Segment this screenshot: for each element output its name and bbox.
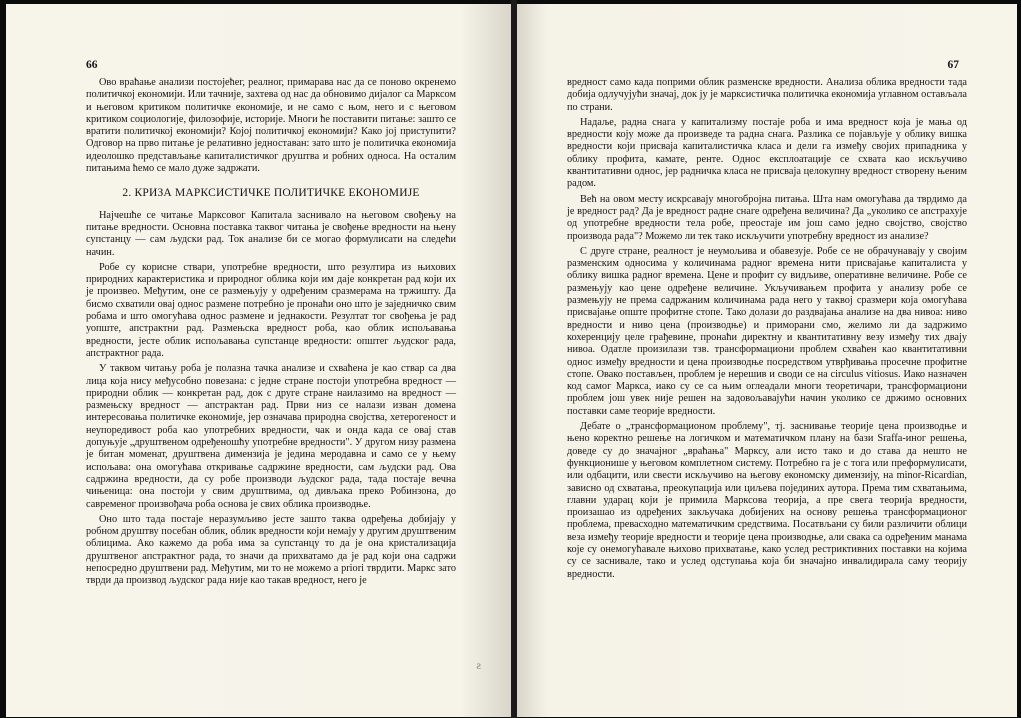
page-number-left: 66: [86, 59, 98, 71]
paragraph: С друге стране, реалност је неумољива и обавезује. Робе се не обрачунавају у својим разменским односима у количинама радног времена нити присвајање капиталиста у облику вишка радног времена. Цене и профит су видљиве, оперативне величине. Робе се размењују као цене одређене величине. Укључивањем профита у анализу робе се размењују не према садржаним количинама рада него у таквој сразмери која омогућава присвајање опште профитне стопе. Тако долази до раздвајања анализе на два нивоа: ниво вредности и ниво цена (производње) и приморани смо, желимо ли да задржимо кохеренцију целе грађевине, пронаћи директну и квантитативну везу између тих двају нивоа. Одатле произилази тзв. трансформациони проблем схваћен као квантитативни однос између вредности и цена производње посредством утврђивања просечне профитне стопе. Овако постављен, проблем је нерешив и своди се на circulus vitiosus. Иако назначен код самог Маркса, иако су се са њим оглеадали многи теоретичари, трансформациони проблем још увек није решен на задовољавајући начин уколико се држимо основних поставки саме теорије вредности.: [567, 245, 967, 417]
paragraph: Најчешће се читање Марксовог Капитала заснивало на његовом свођењу на питање вредности. Основна поставка таквог читања је свођење вредности на њену супстанцу — сам људски рад. Ток анализе би се могао формулисати на следећи начин.: [86, 209, 456, 258]
left-text-column: [86, 77, 456, 591]
paragraph: Оно што тада постаје неразумљиво јесте зашто таква одређења добијају у робном друштву посебан облик, облик вредности који немају у другим друштвеним облицима. Ако кажемо да роба има за супстанцу то да је она кристализација друштвеног апстрактног рада, то значи да прихватамо да је рад који она садржи непосредно друштвени рад. Међутим, ми то не можемо а priori тврдити. Маркс зато тврди да производ људског рада није као такав вредност, него је: [86, 513, 456, 587]
right-text-column: [567, 77, 967, 584]
paragraph: Већ на овом месту искрсавају многобројна питања. Шта нам омогућава да тврдимо да је вредност рад? Да је вредност радне снаге одређена величина? Да „уколико се апстрахује од употребне вредности тела робе, преостаје им још само једно својство, својство производа рада"? Можемо ли тек тако искључити употребну вредност из анализе?: [567, 193, 967, 242]
paragraph: вредност само када поприми облик разменске вредности. Анализа облика вредности тада добија одлучујући значај, док ју је марксистичка политичка економија углавном остављала по страни.: [567, 77, 967, 113]
paragraph: Дебате о „трансформационом проблему", тј. заснивање теорије цена производње и њено коректно решење на логичком и математичком плану на бази Sraffa-иног решења, доведе су до значајног „враћања" Марксу, али исто тако и до става да нешто не функционише у његовом комплетном систему. Потребно га је с тога или преформулисати, или одбацити, или свести искључиво на његову економску димензију, на minor-Ricardian, зависно од схватања, преокупација или циљева појединих аутора. Према тим схватањима, главни ударац који је примила Марксова теорија, а пре свега теорија вредности, произашао из одређених закључака добијених на основу решења трансформационог проблема, превасходно математичким средствима. Посатвљани су били различити облици веза између теорије вредности и теорије цена производње, али свака са одређеним манама које су онемогућавале њихово прихватање, како услед рестриктивних поставки на којима су се заснивале, тако и услед одступања која би значајно инвалидирала саму теорију вредности.: [567, 421, 967, 580]
page-number-right: 67: [947, 59, 959, 71]
paragraph: У таквом читању роба је полазна тачка анализе и схваћена је као ствар са два лица која нису међусобно повезана: с једне стране постоји употребна вредност — природни облик — конкретан рад, док с друге стране наилазимо на вредност — размењску вредност — апстрактан рад. Први низ се налази изван домена интересовања политичке економије, јер означава природна својства, хетерогеност и неупоредивост роба као употребних вредности, чак и онда када се овај став допуњује „друштвеном одређеношћу употребне вредности". У другом низу размена је битан моменат, друштвена димензија је једина меродавна и само се у њему испољава: она омогућава откривање садржине вредности, сам људски рад. Ова садржина вредности, да су робе производи људског рада, тада постаје вечна чињеница: она постоји у свим друштвима, од дивљака преко Робинзона, до савременог произвођача роба основа је свих облика производње.: [86, 363, 456, 510]
paragraph: Надаље, радна снага у капитализму постаје роба и има вредност која је мања од вредности коју може да произведе та радна снага. Разлика се појављује у облику вишка вредности који присваја капиталистичка класа и дели га између својих припадника у облику профита, камате, ренте. Однос експлоатације се схвата као искључиво квантитативни однос, јер радничка класа не присваја целокупну вредност створену њеним радом.: [567, 116, 967, 190]
left-page: [6, 4, 511, 717]
paragraph: Ово враћање анализи постојећег, реалног, примарава нас да се поново окренемо политичкој економији. Или тачније, захтева од нас да обновимо дијалог са Марксом и његовом критиком политичке економије, и не само с њом, него и с његовом критиком социологије, филозофије, историје. Многи ће поставити питање: зашто се вратити политичкој економији? Којој политичкој економији? Како јој приступити? Одговор на прво питање је релативно једноставан: зато што је политичка економија идеолошко представљање капиталистичког друштва и робних односа. На осталим питањима ћемо се мало дуже задржати.: [86, 77, 456, 175]
margin-mark: ƨ: [476, 658, 481, 672]
right-page: [517, 4, 1017, 717]
section-heading: 2. КРИЗА МАРКСИСТИЧКЕ ПОЛИТИЧКЕ ЕКОНОМИЈЕ: [122, 187, 420, 200]
paragraph: Робе су корисне ствари, употребне вредности, што резултира из њихових природних карактеристика и природног облика који им даје конкретан рад који их је произвео. Међутим, оне се размењују у одређеним сразмерама на тржишту. Да бисмо схватили овај однос размене потребно је пронаћи оно што је заједничко свим робама и што омогућава однос размене и једнакости. Резултат тог свођења је рад уопште, апстрактни рад. Размењска вредност роба, као облик испољавања вредности, јесте облик испољавања супстанце вредности: општег људског рада, апстрактног рада.: [86, 261, 456, 359]
